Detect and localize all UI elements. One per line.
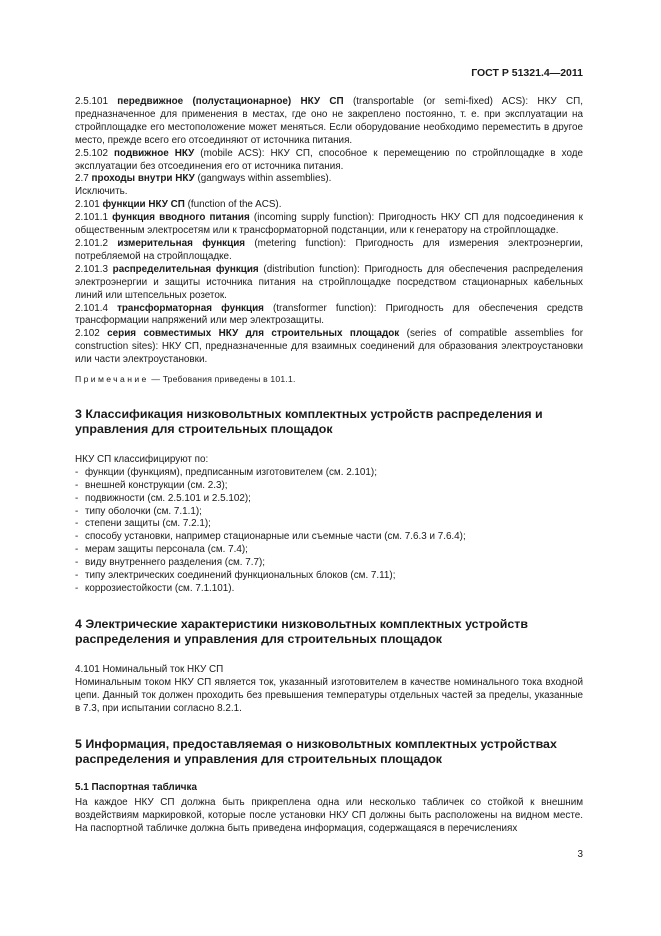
definition-paragraph bbox=[75, 96, 583, 148]
definition-paragraph bbox=[75, 186, 583, 199]
section-5-1-heading: 5.1 Паспортная табличка bbox=[75, 781, 197, 793]
classification-list bbox=[75, 467, 583, 596]
definition-number: 2.101.4 bbox=[75, 302, 108, 314]
definition-number: 2.5.102 bbox=[75, 147, 108, 159]
definition-paragraph bbox=[75, 199, 583, 212]
definition-paragraph bbox=[75, 328, 583, 367]
definition-term: подвижное НКУ bbox=[113, 147, 195, 159]
definition-term: функция вводного питания bbox=[112, 212, 250, 224]
definition-term: проходы внутри НКУ bbox=[91, 173, 195, 185]
list-item: - мерам защиты персонала (см. 7.4); bbox=[75, 544, 583, 557]
document-header: ГОСТ Р 51321.4—2011 bbox=[471, 67, 583, 79]
list-item: - функции (функциям), предписанным изготовителем (см. 2.101); bbox=[75, 467, 583, 480]
definition-paragraph bbox=[75, 212, 583, 238]
definition-number: 2.101.2 bbox=[75, 237, 108, 249]
definition-text: (mobile ACS): НКУ СП, способное к перемещению по стройплощадке в ходе эксплуатации без отсоединения его от источника питания. bbox=[75, 147, 583, 172]
definition-number: 2.7 bbox=[75, 173, 89, 185]
definition-text: (metering function): Пригодность для измерения электроэнергии, потребляемой на стройплощадке. bbox=[75, 237, 583, 262]
section-3-intro: НКУ СП классифицируют по: bbox=[75, 453, 209, 465]
definition-term: функции НКУ СП bbox=[102, 199, 185, 211]
definitions-block bbox=[75, 96, 583, 367]
list-item: - внешней конструкции (см. 2.3); bbox=[75, 480, 583, 493]
list-item: - степени защиты (см. 7.2.1); bbox=[75, 518, 583, 531]
definition-text: (gangways within assemblies). bbox=[194, 173, 332, 185]
definition-term: серия совместимых НКУ для строительных площадок bbox=[107, 328, 400, 340]
section-5-title: 5 Информация, предоставляемая о низковольтных комплектных устройствах распределения и управления для строительных площадок bbox=[75, 736, 557, 767]
list-item: - коррозиестойкости (см. 7.1.101). bbox=[75, 583, 583, 596]
section-5-1-text: На каждое НКУ СП должна быть прикреплена одна или несколько табличек со стойкой к внешним воздействиям маркировкой, которые после установки НКУ СП должны быть расположены на видном месте. На паспортной табличке должна быть приведена информация, содержащаяся в перечислениях bbox=[75, 797, 583, 835]
page-content bbox=[75, 96, 583, 836]
definition-number: 2.102 bbox=[75, 328, 100, 340]
definition-number: 2.101.1 bbox=[75, 212, 108, 224]
definition-text: Исключить. bbox=[75, 186, 128, 198]
list-item: - способу установки, например стационарные или съемные части (см. 7.6.3 и 7.6.4); bbox=[75, 531, 583, 544]
section-4-text bbox=[75, 677, 583, 716]
definition-term: измерительная функция bbox=[117, 237, 246, 249]
definition-term: распределительная функция bbox=[112, 263, 259, 275]
definition-number: 2.5.101 bbox=[75, 96, 108, 107]
definition-text: (series of compatible assemblies for construction sites): НКУ СП, предназначенные для взаимных соединений для образования электроустановки или части электроустановки. bbox=[75, 328, 583, 366]
definition-paragraph bbox=[75, 264, 583, 303]
definition-paragraph bbox=[75, 148, 583, 174]
note-text: — Требования приведены в 101.1. bbox=[148, 374, 296, 385]
section-4-text-content: Номинальным током НКУ СП является ток, указанный изготовителем в качестве номинального тока входной цепи. Данный ток должен проходить без превышения температуры отдельных частей за пределы, указанные в 7.3, при испытании согласно 8.2.1. bbox=[75, 676, 583, 714]
definition-term: передвижное (полустационарное) НКУ СП bbox=[117, 96, 344, 107]
note-label: Примечание bbox=[75, 374, 149, 385]
list-item: - виду внутреннего разделения (см. 7.7); bbox=[75, 557, 583, 570]
definition-text: (transformer function): Пригодность для обеспечения средств трансформации напряжений или мер электрозащиты. bbox=[75, 302, 583, 327]
definition-paragraph bbox=[75, 303, 583, 329]
definition-text: (function of the ACS). bbox=[184, 199, 282, 211]
definition-text: (transportable (or semi-fixed) ACS): НКУ СП, предназначенное для применения в местах, где оно не закреплено постоянно, т. е. при эксплуатации на стройплощадке его местоположение может меняться. Если оборудование необходимо переместить в другое место, прежде всего его отсоединяют от источника питания. bbox=[75, 96, 583, 146]
definition-number: 2.101.3 bbox=[75, 263, 108, 275]
list-item: - типу оболочки (см. 7.1.1); bbox=[75, 506, 583, 519]
definition-text: (distribution function): Пригодность для обеспечения распределения электроэнергии и защиты источника питания на стройплощадке посредством стационарных кабельных линий или штепсельных розеток. bbox=[75, 263, 584, 301]
section-3-title: 3 Классификация низковольтных комплектных устройств распределения и управления для строительных площадок bbox=[75, 406, 543, 437]
definition-text: (incoming supply function): Пригодность НКУ СП для подсоединения к общественным электросетям или к трансформаторной подстанции, или к генератору на стройплощадке. bbox=[75, 212, 584, 237]
section-4-title: 4 Электрические характеристики низковольтных комплектных устройств распределения и управления для строительных площадок bbox=[75, 616, 528, 647]
definition-paragraph bbox=[75, 173, 583, 186]
list-item: - типу электрических соединений функциональных блоков (см. 7.11); bbox=[75, 570, 583, 583]
list-item: - подвижности (см. 2.5.101 и 2.5.102); bbox=[75, 493, 583, 506]
note bbox=[75, 373, 583, 386]
definition-term: трансформаторная функция bbox=[117, 302, 264, 314]
definition-paragraph bbox=[75, 238, 583, 264]
page-number: 3 bbox=[577, 849, 583, 860]
section-4-subheading: 4.101 Номинальный ток НКУ СП bbox=[75, 663, 224, 675]
definition-number: 2.101 bbox=[75, 199, 100, 211]
